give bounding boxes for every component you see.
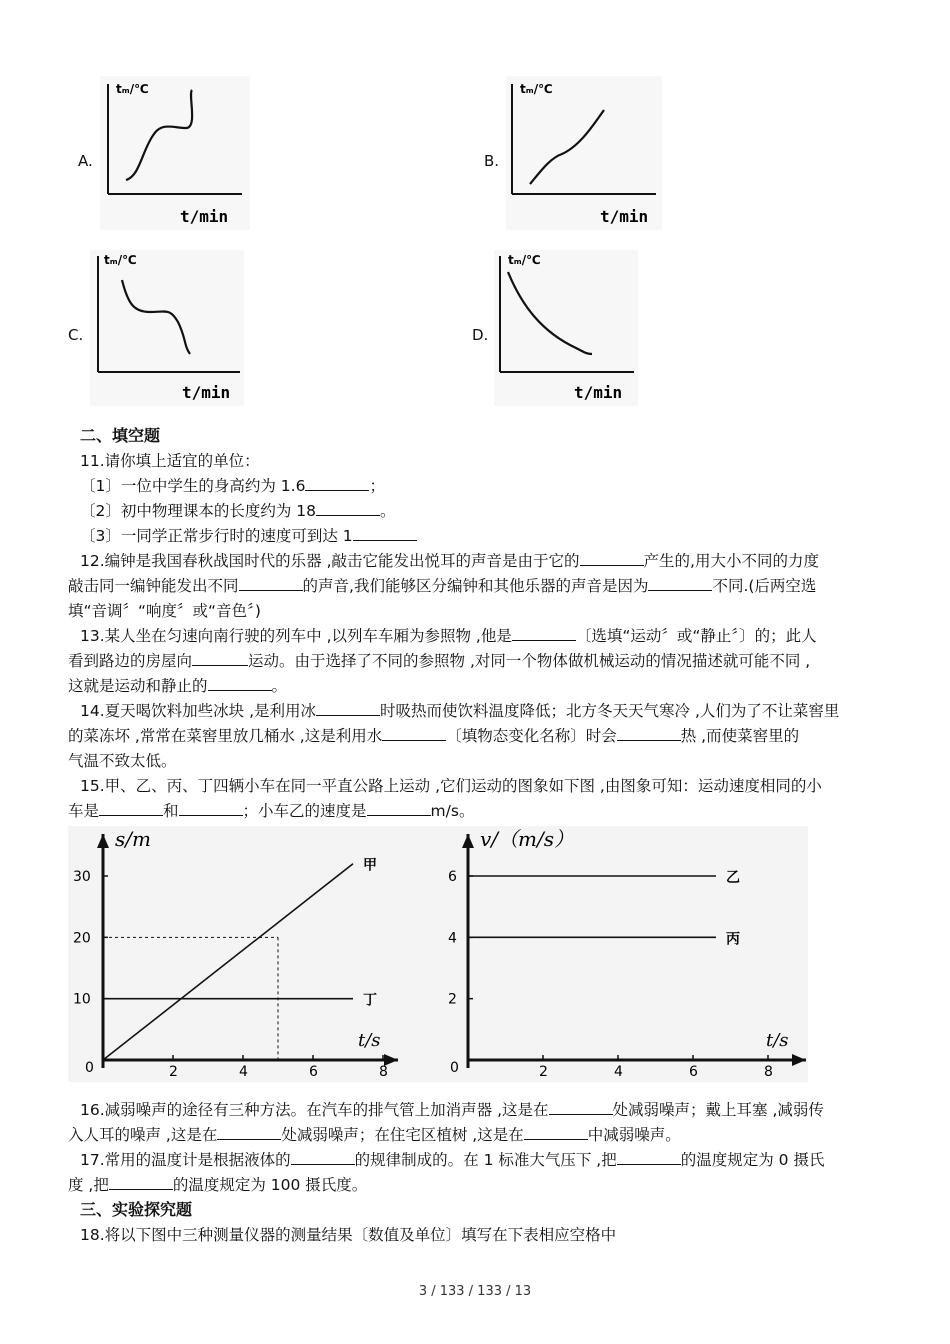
q12-line2 xyxy=(68,574,950,598)
answer-blank[interactable] xyxy=(580,549,644,566)
y-tick-label: 6 xyxy=(448,869,457,885)
q13-line1 xyxy=(80,624,950,648)
q14-line2 xyxy=(68,724,950,748)
q12-line3: 填“音调〞“响度〞或“音色〞) xyxy=(68,602,261,620)
q12-text: 敲击同一编钟能发出不同 xyxy=(68,577,239,595)
q15-text: ；小车乙的速度是 xyxy=(242,802,367,820)
q11-part1 xyxy=(80,474,950,498)
graph-ylabel: tₘ/℃ xyxy=(104,253,137,267)
graph-xlabel: t/min xyxy=(182,383,231,402)
q15-line2 xyxy=(68,799,950,823)
answer-blank[interactable] xyxy=(524,1123,588,1140)
q15-text: 车是 xyxy=(68,802,100,820)
graph-xlabel: t/min xyxy=(574,383,623,402)
x-tick-label: 6 xyxy=(689,1064,698,1080)
x-tick-label: 4 xyxy=(239,1064,248,1080)
q11-p2-end: 。 xyxy=(380,502,396,520)
x-axis-label: t/s xyxy=(358,1030,381,1051)
answer-blank[interactable] xyxy=(316,499,380,516)
q16-text: 处减弱噪声；在住宅区植树 ,这是在 xyxy=(281,1126,524,1144)
q17-text: 17.常用的温度计是根据液体的 xyxy=(80,1151,291,1169)
q18-text: 18.将以下图中三种测量仪器的测量结果〔数值及单位〕填写在下表相应空格中 xyxy=(80,1226,617,1244)
x-tick-label: 2 xyxy=(539,1064,548,1080)
q13-line2 xyxy=(68,649,950,673)
y-tick-label: 10 xyxy=(73,991,91,1008)
option-a-graph xyxy=(100,76,250,230)
answer-blank[interactable] xyxy=(208,674,272,691)
q13-text: 这就是运动和静止的 xyxy=(68,677,208,695)
q12-line1 xyxy=(80,549,950,573)
q12-text: 12.编钟是我国春秋战国时代的乐器 ,敲击它能发出悦耳的声音是由于它的 xyxy=(80,552,580,570)
answer-blank[interactable] xyxy=(353,524,417,541)
answer-blank[interactable] xyxy=(305,474,369,491)
q17-text: 的规律制成的。在 1 标准大气压下 ,把 xyxy=(354,1151,617,1169)
graph-ylabel: tₘ/℃ xyxy=(116,82,149,96)
q15-text: m/s。 xyxy=(430,802,475,820)
q14-text: 14.夏天喝饮料加些冰块 ,是利用冰 xyxy=(80,702,317,720)
y-tick-label: 4 xyxy=(448,930,457,947)
q15-text: 和 xyxy=(163,802,179,820)
answer-blank[interactable] xyxy=(316,699,380,716)
q17-text: 的温度规定为 100 摄氏度。 xyxy=(172,1176,368,1194)
y-tick-label: 2 xyxy=(448,991,457,1008)
series-label: 丁 xyxy=(363,992,377,1009)
q17-text: 度 ,把 xyxy=(68,1176,109,1194)
y-tick-label: 30 xyxy=(73,869,91,885)
q11-p2-text: 〔2〕初中物理课本的长度约为 18 xyxy=(80,502,317,520)
answer-blank[interactable] xyxy=(617,1148,681,1165)
q14-text: 〔填物态变化名称〕时会 xyxy=(446,727,617,745)
option-a-label: A. xyxy=(78,152,93,170)
origin-label: 0 xyxy=(450,1060,459,1076)
answer-blank[interactable] xyxy=(109,1173,173,1190)
section-3-heading: 三、实验探究题 xyxy=(80,1200,193,1219)
answer-blank[interactable] xyxy=(99,799,163,816)
option-d-label: D. xyxy=(472,326,489,344)
option-c-graph xyxy=(90,250,244,406)
graph-xlabel: t/min xyxy=(180,207,229,226)
q16-text: 处减弱噪声；戴上耳塞 ,减弱传 xyxy=(612,1101,824,1119)
q11-part3 xyxy=(80,524,950,548)
q16-text: 入人耳的噪声 ,这是在 xyxy=(68,1126,218,1144)
series-label: 甲 xyxy=(363,857,377,874)
answer-blank[interactable] xyxy=(291,1148,355,1165)
q13-line3 xyxy=(68,674,950,698)
graph-xlabel: t/min xyxy=(600,207,649,226)
answer-blank[interactable] xyxy=(549,1098,613,1115)
q12-text: 产生的,用大小不同的力度 xyxy=(643,552,819,570)
page-footer: 3 / 133 / 133 / 13 xyxy=(418,1284,532,1299)
q16-text: 16.减弱噪声的途径有三种方法。在汽车的排气管上加消声器 ,这是在 xyxy=(80,1101,549,1119)
x-tick-label: 2 xyxy=(169,1064,178,1080)
q13-text: 看到路边的房屋向 xyxy=(68,652,193,670)
y-tick-label: 20 xyxy=(73,930,91,947)
answer-blank[interactable] xyxy=(382,724,446,741)
option-d-graph xyxy=(494,250,638,406)
q11-stem: 11.请你填上适宜的单位： xyxy=(80,452,260,470)
answer-blank[interactable] xyxy=(239,574,303,591)
answer-blank[interactable] xyxy=(648,574,712,591)
q13-text: 运动。由于选择了不同的参照物 ,对同一个物体做机械运动的情况描述就可能不同 , xyxy=(248,652,811,670)
x-tick-label: 6 xyxy=(309,1064,318,1080)
answer-blank[interactable] xyxy=(367,799,431,816)
answer-blank[interactable] xyxy=(179,799,243,816)
answer-blank[interactable] xyxy=(617,724,681,741)
q14-text: 的菜冻坏 ,常常在菜窖里放几桶水 ,这是利用水 xyxy=(68,727,383,745)
x-tick-label: 4 xyxy=(614,1064,623,1080)
q14-line3: 气温不致太低。 xyxy=(68,752,177,770)
q13-text: 13.某人坐在匀速向南行驶的列车中 ,以列车车厢为参照物 ,他是 xyxy=(80,627,512,645)
answer-blank[interactable] xyxy=(217,1123,281,1140)
q12-text: 的声音,我们能够区分编钟和其他乐器的声音是因为 xyxy=(302,577,649,595)
q11-p1-text: 〔1〕一位中学生的身高约为 1.6 xyxy=(80,477,306,495)
option-b-label: B. xyxy=(484,152,500,170)
q11-p3-text: 〔3〕一同学正常步行时的速度可到达 1 xyxy=(80,527,353,545)
q13-text: 〔选填“运动〞或“静止〞〕的；此人 xyxy=(575,627,817,645)
q11-part2 xyxy=(80,499,950,523)
answer-blank[interactable] xyxy=(192,649,248,666)
q15-line1: 15.甲、乙、丙、丁四辆小车在同一平直公路上运动 ,它们运动的图象如下图 ,由图象可知：运动速度相同的小 xyxy=(80,777,822,795)
q17-text: 的温度规定为 0 摄氏 xyxy=(680,1151,825,1169)
q16-text: 中减弱噪声。 xyxy=(587,1126,681,1144)
answer-blank[interactable] xyxy=(512,624,576,641)
q16-line2 xyxy=(68,1123,950,1147)
x-tick-label: 8 xyxy=(379,1064,388,1080)
section-2-heading: 二、填空题 xyxy=(80,426,161,445)
option-b-graph xyxy=(506,76,662,230)
q12-text: 不同.(后两空选 xyxy=(712,577,817,595)
origin-label: 0 xyxy=(85,1060,94,1076)
series-label: 乙 xyxy=(726,870,740,886)
q17-line1 xyxy=(80,1148,950,1172)
option-c-label: C. xyxy=(68,326,84,344)
q15-charts xyxy=(68,826,808,1082)
y-axis-label: v/（m/s） xyxy=(480,827,575,851)
q14-text: 热 ,而使菜窖里的 xyxy=(680,727,800,745)
q14-line1 xyxy=(80,699,950,723)
x-tick-label: 8 xyxy=(764,1064,773,1080)
y-axis-label: s/m xyxy=(115,827,151,851)
q16-line1 xyxy=(80,1098,950,1122)
q11-p1-end: ； xyxy=(369,477,385,495)
q17-line2 xyxy=(68,1173,950,1197)
q14-text: 时吸热而使饮料温度降低；北方冬天天气寒冷 ,人们为了不让菜窖里 xyxy=(380,702,840,720)
graph-ylabel: tₘ/℃ xyxy=(520,82,553,96)
series-label: 丙 xyxy=(726,931,740,948)
graph-ylabel: tₘ/℃ xyxy=(508,253,541,267)
x-axis-label: t/s xyxy=(766,1030,789,1051)
q13-text: 。 xyxy=(271,677,288,695)
